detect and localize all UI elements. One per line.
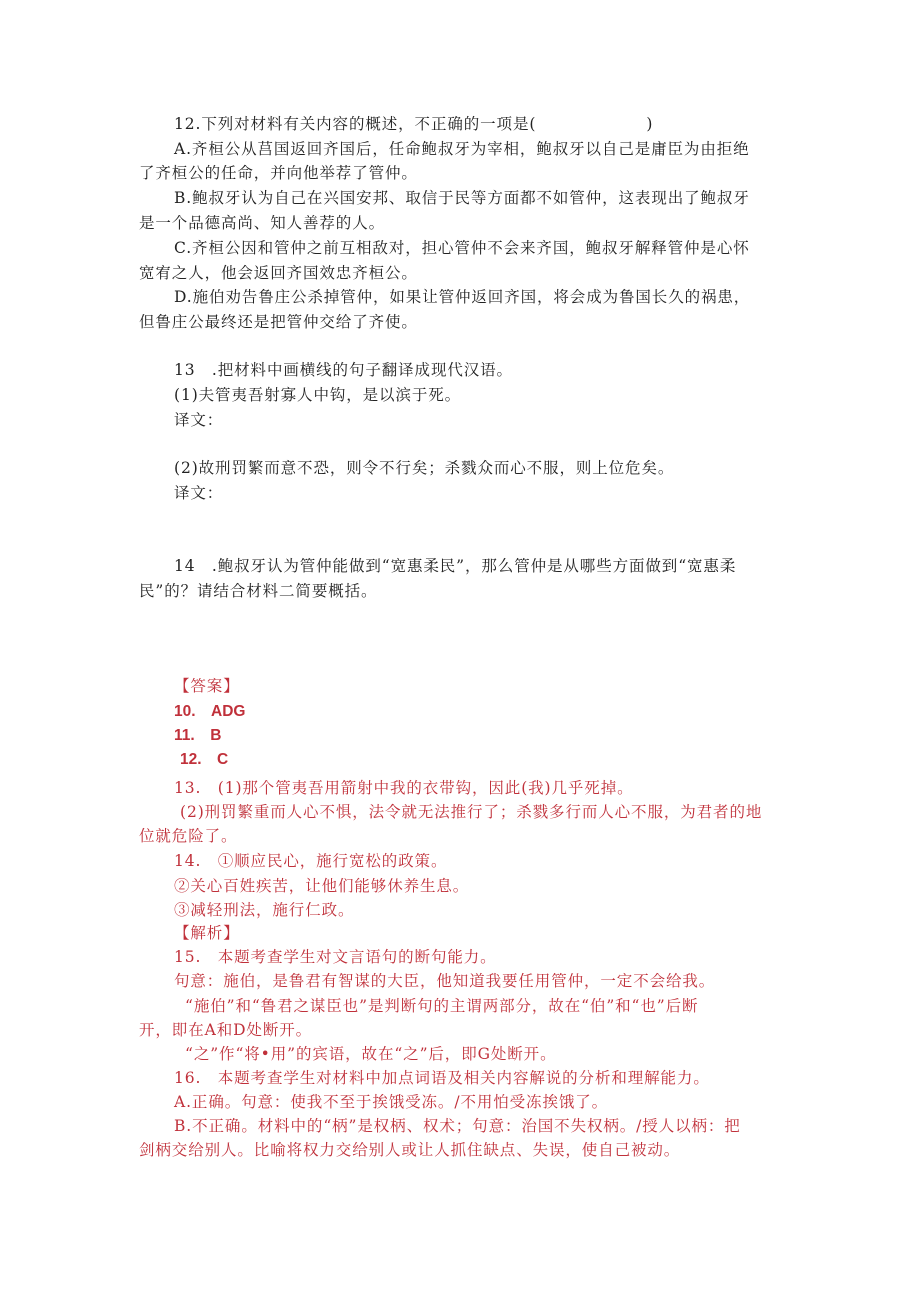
answer-13-part1: 13. (1)那个管夷吾用箭射中我的衣带钩，因此(我)几乎死掉。 (174, 779, 634, 797)
analysis-15-line2: 句意：施伯，是鲁君有智谋的大臣，他知道我要任用管仲，一定不会给我。 (174, 972, 716, 990)
answer-14-item2: ②关心百姓疾苦，让他们能够休养生息。 (174, 877, 470, 895)
analysis-header: 【解析】 (174, 924, 240, 942)
answer-10: 10. ADG (174, 703, 246, 720)
q13-sentence-2: (2)故刑罚繁而意不恐，则令不行矣；杀戮众而心不服，则上位危矣。 (174, 459, 675, 477)
analysis-15-line4: “之”作“将•用”的宾语，故在“之”后，即G处断开。 (185, 1045, 557, 1063)
q13-sentence-1: (1)夫管夷吾射寡人中钩，是以滨于死。 (174, 386, 462, 404)
analysis-15-line3b: 开，即在A和D处断开。 (139, 1021, 313, 1039)
q14-stem-line2: 民”的？请结合材料二简要概括。 (139, 582, 378, 600)
q12-option-d-line2: 但鲁庄公最终还是把管仲交给了齐使。 (139, 313, 418, 331)
q12-option-a-line1: A.齐桓公从莒国返回齐国后，任命鲍叔牙为宰相，鲍叔牙以自己是庸臣为由拒绝 (174, 140, 750, 158)
q12-option-c-line2: 宽宥之人，他会返回齐国效忠齐桓公。 (139, 264, 418, 282)
answer-14-item3: ③减轻刑法，施行仁政。 (174, 901, 355, 919)
q12-option-d-line1: D.施伯劝告鲁庄公杀掉管仲，如果让管仲返回齐国，将会成为鲁国长久的祸患， (174, 288, 751, 306)
analysis-16-line3b: 剑柄交给别人。比喻将权力交给别人或让人抓住缺点、失误，使自己被动。 (139, 1141, 681, 1159)
q14-stem-line1: 14 .鲍叔牙认为管仲能做到“宽惠柔民”，那么管仲是从哪些方面做到“宽惠柔 (174, 557, 737, 575)
q12-option-b-line2: 是一个品德高尚、知人善荐的人。 (139, 214, 386, 232)
analysis-15-line1: 15. 本题考查学生对文言语句的断句能力。 (174, 948, 497, 966)
analysis-16-line3a: B.不正确。材料中的“柄”是权柄、权术；句意：治国不失权柄。/授人以柄：把 (174, 1117, 741, 1135)
analysis-16-line1: 16. 本题考查学生对材料中加点词语及相关内容解说的分析和理解能力。 (174, 1069, 710, 1087)
answer-12: 12. C (180, 751, 229, 768)
q12-option-c-line1: C.齐桓公因和管仲之前互相敌对，担心管仲不会来齐国，鲍叔牙解释管仲是心怀 (174, 239, 750, 257)
answer-header: 【答案】 (174, 677, 240, 695)
answer-13-part2-line1: (2)刑罚繁重而人心不惧，法令就无法推行了；杀戮多行而人心不服，为君者的地 (180, 803, 763, 821)
q12-option-a-line2: 了齐桓公的任命，并向他举荐了管仲。 (139, 164, 418, 182)
q12-stem: 12.下列对材料有关内容的概述，不正确的一项是( ) (174, 115, 654, 133)
answer-14-item1: 14. ①顺应民心，施行宽松的政策。 (174, 852, 448, 870)
analysis-15-line3a: “施伯”和“鲁君之谋臣也”是判断句的主谓两部分，故在“伯”和“也”后断 (185, 997, 699, 1015)
analysis-16-line2: A.正确。句意：使我不至于挨饿受冻。/不用怕受冻挨饿了。 (174, 1093, 609, 1111)
q13-translation-label-1: 译文： (174, 411, 224, 429)
answer-11: 11. B (174, 727, 222, 744)
q12-option-b-line1: B.鲍叔牙认为自己在兴国安邦、取信于民等方面都不如管仲，这表现出了鲍叔牙 (174, 189, 750, 207)
answer-13-part2-line2: 位就危险了。 (139, 827, 238, 845)
q13-translation-label-2: 译文： (174, 484, 224, 502)
q13-stem: 13 .把材料中画横线的句子翻译成现代汉语。 (174, 361, 513, 379)
